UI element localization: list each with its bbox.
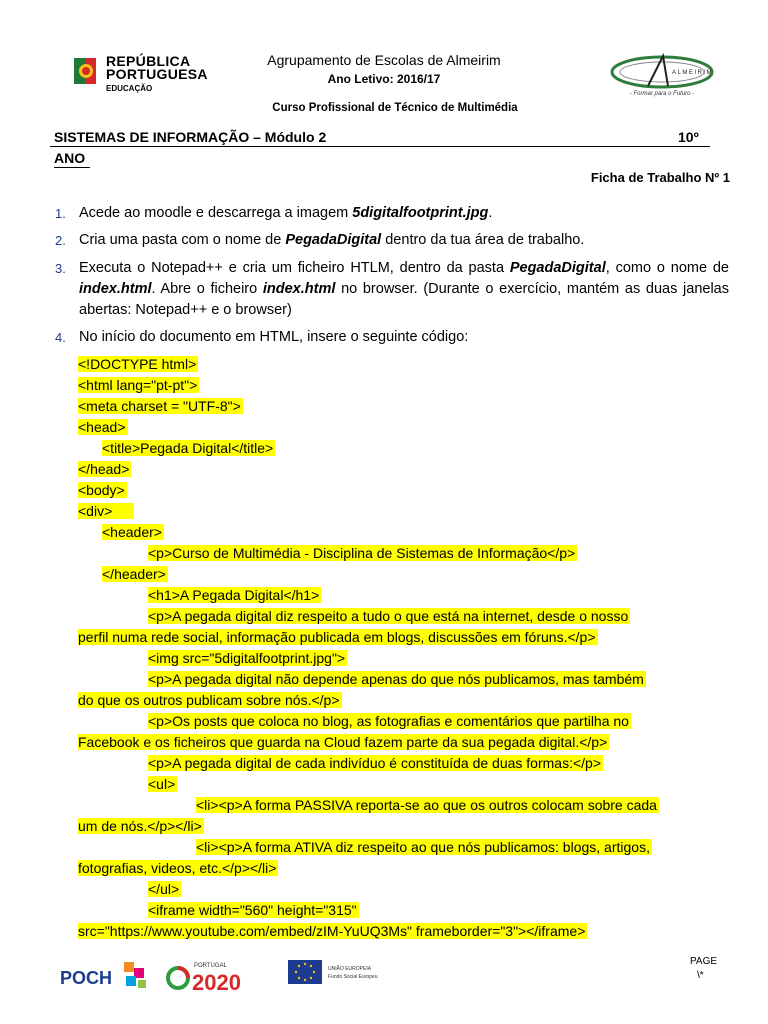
exercise-text: Acede ao moodle e descarrega a imagem 5digitalfootprint.jpg.: [79, 205, 493, 221]
code-line: <ul>: [148, 776, 176, 792]
code-line: <h1>A Pegada Digital</h1>: [148, 587, 320, 603]
exercise-number: 1.: [55, 206, 66, 221]
code-line: <p>A pegada digital não depende apenas do que nós publicamos, mas também: [148, 671, 644, 687]
code-line: </ul>: [148, 881, 180, 897]
exercise-number: 2.: [55, 233, 66, 248]
code-line: <meta charset = "UTF-8">: [78, 398, 241, 414]
portugal-label: PORTUGAL: [194, 963, 227, 969]
gov-name-line2: PORTUGUESA: [106, 66, 208, 82]
school-name: Agrupamento de Escolas de Almeirim: [267, 52, 501, 68]
code-line: perfil numa rede social, informação publicada em blogs, discussões em fóruns.</p>: [78, 629, 596, 645]
code-line: <p>Os posts que coloca no blog, as fotografias e comentários que partilha no: [148, 713, 629, 729]
code-line: <li><p>A forma PASSIVA reporta-se ao que os outros colocam sobre cada: [196, 797, 657, 813]
code-line: src="https://www.youtube.com/embed/zIM-YuUQ3Ms" frameborder="3"></iframe>: [78, 923, 586, 939]
code-line: fotografias, videos, etc.</p></li>: [78, 860, 277, 876]
code-line: <header>: [102, 524, 162, 540]
code-line: <!DOCTYPE html>: [78, 356, 197, 372]
code-line: <div>: [78, 501, 738, 522]
poch-logo-text: POCH: [60, 968, 113, 988]
code-line: do que os outros publicam sobre nós.</p>: [78, 692, 340, 708]
code-line: <title>Pegada Digital</title>: [102, 440, 274, 456]
code-line: Facebook e os ficheiros que guarda na Cloud fazem parte da sua pegada digital.</p>: [78, 734, 608, 750]
code-line: </head>: [78, 461, 130, 477]
page-label: PAGE: [690, 956, 718, 967]
eu-label-line2: Fundo Social Europeu: [328, 974, 378, 980]
code-line: </header>: [102, 566, 166, 582]
code-line: <html lang="pt-pt">: [78, 377, 198, 393]
code-line: <p>A pegada digital diz respeito a tudo o que está na internet, desde o nosso: [148, 608, 629, 624]
eu-flag-icon: [286, 956, 390, 988]
course-name: Curso Profissional de Técnico de Multimédia: [272, 102, 518, 114]
exercise-text: Cria uma pasta com o nome de PegadaDigital dentro da tua área de trabalho.: [79, 232, 585, 248]
code-line: <li><p>A forma ATIVA diz respeito ao que nós publicamos: blogs, artigos,: [196, 839, 650, 855]
code-line: <iframe width="560" height="315": [148, 902, 357, 918]
code-line: <p>Curso de Multimédia - Disciplina de Sistemas de Informação</p>: [148, 545, 576, 561]
portugal-2020-year: 2020: [192, 970, 241, 995]
school-motto: - Formar para o Futuro -: [629, 91, 695, 97]
page-number: \*: [697, 970, 704, 981]
gov-name-line1: REPÚBLICA: [106, 53, 191, 69]
footer: [0, 948, 768, 998]
grade-ano: ANO: [54, 150, 86, 166]
exercise-number: 3.: [55, 261, 66, 276]
worksheet-title: Ficha de Trabalho Nº 1: [590, 170, 730, 185]
subject-title: SISTEMAS DE INFORMAÇÃO – Módulo 2: [54, 129, 327, 145]
code-line: <head>: [78, 419, 126, 435]
gov-ministry: EDUCAÇÃO: [106, 84, 153, 93]
grade-number: 10º: [678, 129, 699, 145]
eu-label-line1: UNIÃO EUROPEIA: [328, 966, 372, 972]
portugal-2020-logo-icon: [166, 956, 270, 996]
exercise-text: No início do documento em HTML, insere o seguinte código:: [79, 329, 469, 345]
exercise-number: 4.: [55, 330, 66, 345]
school-year: Ano Letivo: 2016/17: [327, 72, 441, 86]
school-logo-text: ALMEIRIM: [672, 70, 714, 76]
code-line: <img src="5digitalfootprint.jpg">: [148, 650, 346, 666]
code-line: <body>: [78, 482, 125, 498]
html-code-block: [78, 354, 738, 942]
code-line: um de nós.</p></li>: [78, 818, 202, 834]
ano-underline: [54, 167, 90, 168]
code-line: <p>A pegada digital de cada indivíduo é constituída de duas formas:</p>: [148, 755, 601, 771]
poch-logo-icon: [58, 958, 154, 994]
exercise-text: Executa o Notepad++ e cria um ficheiro HTLM, dentro da pasta PegadaDigital, como o nome de index.html. Abre o ficheiro index.html no browser. (Durante o exercício, mantém as duas janelas abertas: Notepad++ e o browser): [79, 260, 729, 318]
